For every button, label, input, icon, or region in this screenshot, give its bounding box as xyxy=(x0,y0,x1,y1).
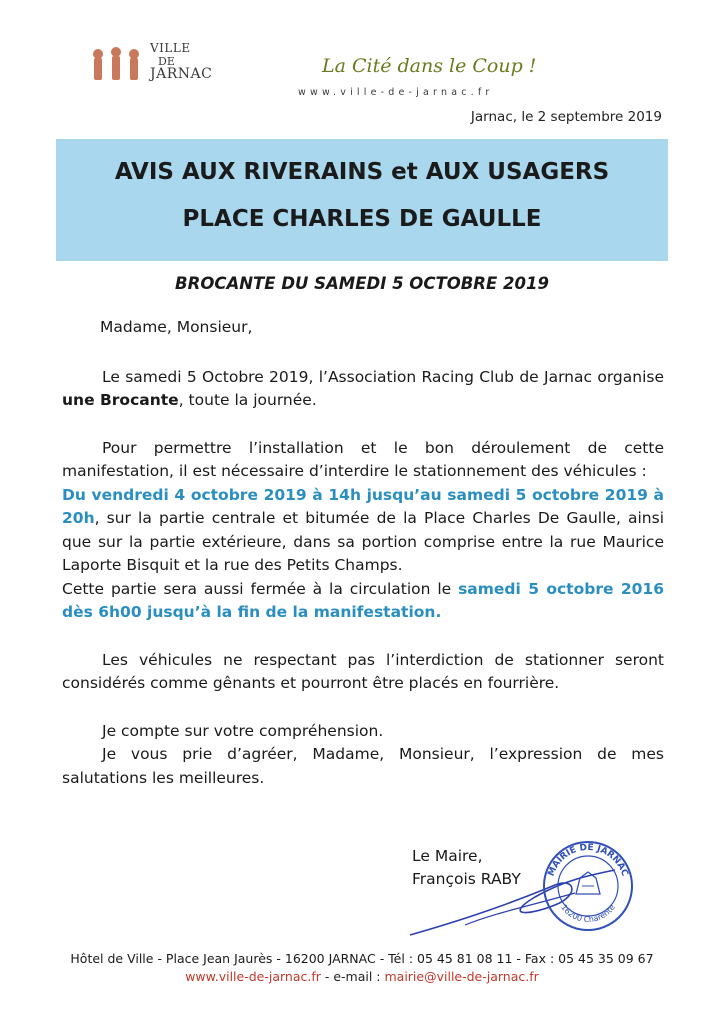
letter-date: Jarnac, le 2 septembre 2019 xyxy=(470,109,662,125)
svg-text:16200 Charente xyxy=(559,903,617,924)
banner-title-line-1: AVIS AUX RIVERAINS et AUX USAGERS xyxy=(114,159,610,185)
event-subtitle: BROCANTE DU SAMEDI 5 OCTOBRE 2019 xyxy=(175,274,549,293)
brocante-highlight: une Brocante xyxy=(62,391,179,409)
signatory-name: François RABY xyxy=(412,870,521,888)
letter-body xyxy=(62,316,664,790)
salutation: Madame, Monsieur, xyxy=(100,318,253,336)
footer-website-link[interactable]: www.ville-de-jarnac.fr xyxy=(185,969,321,984)
footer-address: Hôtel de Ville - Place Jean Jaurès - 16200 JARNAC - Tél : 05 45 81 08 11 - Fax : 05 45 35 09 67 xyxy=(70,951,654,966)
city-slogan: La Cité dans le Coup ! xyxy=(322,55,537,77)
stamp-top-text: MAIRIE DE JARNAC xyxy=(546,842,630,878)
logo-line-1: VILLE xyxy=(150,41,191,55)
paragraph-2: Pour permettre l’installation et le bon déroulement de cette manifestation, il est nécessaire d’interdire le stationnement des véhicules : Du vendredi 4 octobre 2019 à 14h jusqu’au samedi 5 octobre 2019 à 20h, sur la partie centrale et bitumée de la Place Charles De Gaulle, ainsi que sur la partie extérieure, dans sa portion comprise entre la rue Maurice Laporte Bisquit et la rue des Petits Champs. Cette partie sera aussi fermée à la circulation le samedi 5 octobre 2016 dès 6h00 jusqu’à la fin de la manifestation. xyxy=(62,438,664,621)
date-range-highlight: Du vendredi 4 octobre 2019 à 14h jusqu’au samedi 5 octobre 2019 à 20h xyxy=(62,485,664,527)
city-emblem-icon xyxy=(88,42,148,86)
banner-title-line-2: PLACE CHARLES DE GAULLE xyxy=(182,206,542,232)
logo-line-3: JARNAC xyxy=(150,66,213,82)
city-logo xyxy=(88,42,228,86)
paragraph-5: Je vous prie d’agréer, Madame, Monsieur, l’expression de mes salutations les meilleures. xyxy=(62,745,664,787)
signatory-title: Le Maire, xyxy=(412,847,483,865)
paragraph-4: Je compte sur votre compréhension. xyxy=(102,721,384,740)
footer-email-link[interactable]: mairie@ville-de-jarnac.fr xyxy=(384,969,539,984)
closure-highlight: samedi 5 octobre 2016 dès 6h00 jusqu’à la fin de la manifestation. xyxy=(62,579,664,621)
stamp-bottom-text: 16200 Charente xyxy=(559,902,617,925)
paragraph-3: Les véhicules ne respectant pas l’interdiction de stationner seront considérés comme gênants et pourront être placés en fourrière. xyxy=(62,650,664,692)
town-hall-stamp xyxy=(540,838,636,934)
header-website: www.ville-de-jarnac.fr xyxy=(298,87,494,98)
paragraph-1: Le samedi 5 Octobre 2019, l’Association Racing Club de Jarnac organise une Brocante, toute la journée. xyxy=(62,367,664,409)
logo-line-2: DE xyxy=(158,55,175,68)
footer-contact: www.ville-de-jarnac.fr - e-mail : mairie@ville-de-jarnac.fr xyxy=(185,969,539,984)
notice-banner xyxy=(56,139,668,261)
